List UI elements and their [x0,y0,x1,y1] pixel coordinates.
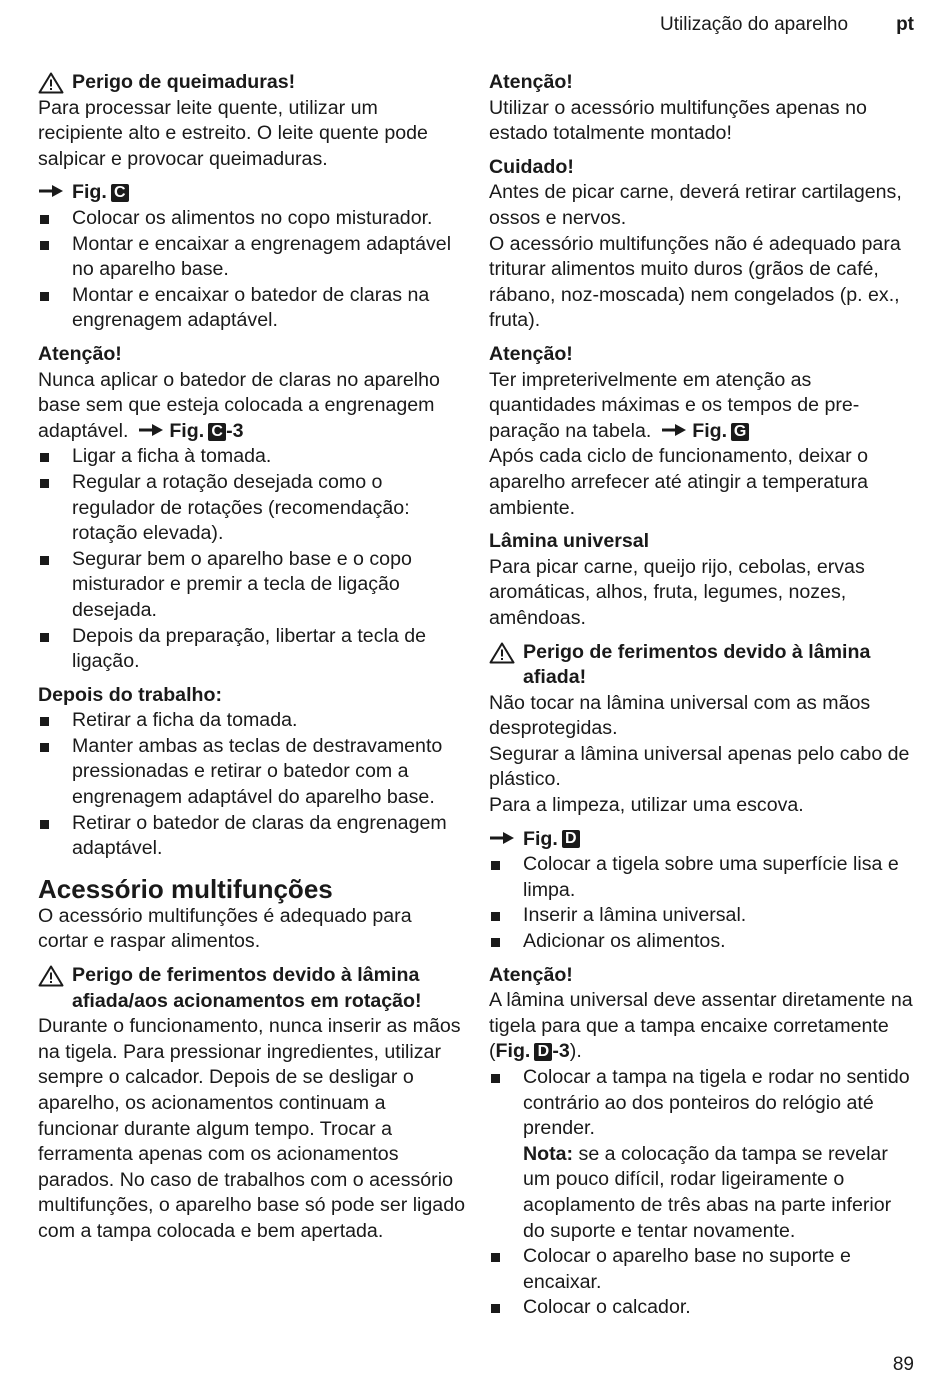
figure-letter-box: G [731,423,749,441]
figure-label: Fig. [692,419,728,442]
burn-warning-text: Para processar leite quente, utilizar um recipiente alto e estreito. O leite quente pode salpicar e provocar queimaduras. [38,96,428,170]
left-column [38,70,466,1245]
attention-text [489,368,917,445]
header-language: pt [896,14,914,35]
blade-text: Para picar carne, queijo rijo, cebolas, ervas aromáticas, alhos, fruta, legumes, nozes, amêndoas. [489,555,865,629]
attention-text-body: Nunca aplicar o batedor de claras no aparelho base sem que esteja colocada a engrenagem adaptável. [38,368,440,442]
blade-warning-text: Para a limpeza, utilizar uma escova. [489,794,804,817]
section-intro: O acessório multifunções é adequado para cortar e raspar alimentos. [38,904,412,953]
blade-warning-text: Segurar a lâmina universal apenas pelo cabo de plástico. [489,742,910,791]
injury-warning-text: Durante o funcionamento, nunca inserir as mãos na tigela. Para pressionar ingredientes, utilizar sempre o calcador. Depois de se desligar o aparelho, os acionamentos continuam a funcionar durante algum tempo. Trocar a ferramenta apenas com os acionamentos parados. No caso de trabalhos com o acessório multifunções, o aparelho base só pode ser ligado com a tampa colocada e bem apertada. [38,1015,465,1242]
list-item: Colocar os alimentos no copo misturador. [38,206,466,232]
attention-text-body: A lâmina universal deve assentar diretamente na tigela para que a tampa encaixe corretamente ( [489,989,913,1063]
list-item: Montar e encaixar o batedor de claras na engrenagem adaptável. [38,283,466,334]
list-item: Ligar a ficha à tomada. [38,444,466,470]
attention-heading: Atenção! [489,342,573,365]
attention-text-body: Ter impreterivelmente em atenção as quantidades máximas e os tempos de pre-paração na tabela. [489,368,860,442]
figure-letter-box: C [111,184,129,202]
arrow-right-icon [489,827,523,853]
closing-paren: ). [569,1040,582,1063]
figure-reference-c [38,180,466,206]
steps-list-2 [38,444,466,674]
list-item: Depois da preparação, libertar a tecla de ligação. [38,624,466,675]
arrow-right-icon [38,180,72,206]
list-item: Montar e encaixar a engrenagem adaptável no aparelho base. [38,232,466,283]
blade-heading: Lâmina universal [489,530,650,553]
list-item: Colocar o aparelho base no suporte e encaixar. [489,1244,917,1295]
after-work-heading: Depois do trabalho: [38,683,222,706]
note-text: se a colocação da tampa se revelar um pouco difícil, rodar ligeiramente o acoplamento de três abas na parte inferior do suporte e tentar novamente. [523,1142,892,1242]
attention-text [38,368,466,445]
injury-warning-heading [38,963,466,1014]
warning-triangle-icon [489,640,523,691]
steps-list-3 [38,708,466,862]
blade-warning-title: Perigo de ferimentos devido à lâmina afiada! [523,640,871,689]
burn-warning-title: Perigo de queimaduras! [72,71,296,93]
warning-triangle-icon [38,70,72,96]
caution-heading: Cuidado! [489,155,574,178]
arrow-right-icon [661,419,687,445]
section-title: Acessório multifunções [38,873,333,904]
caution-text: Antes de picar carne, deverá retirar cartilagens, ossos e nervos. [489,181,902,229]
injury-warning-title: Perigo de ferimentos devido à lâmina afiada/aos acionamentos em rotação! [72,964,422,1012]
list-item: Adicionar os alimentos. [489,929,917,955]
figure-letter-box: C [208,423,226,441]
list-item: Colocar a tigela sobre uma superfície lisa e limpa. [489,852,917,903]
figure-label: Fig. [72,181,107,204]
blade-warning-text: Não tocar na lâmina universal com as mãos desprotegidas. [489,691,871,740]
blade-warning-heading [489,640,917,691]
attention-heading: Atenção! [38,342,122,365]
figure-label: Fig. [523,827,558,850]
page-number: 89 [892,1354,914,1375]
burn-warning-heading [38,70,466,96]
figure-suffix: -3 [552,1040,570,1063]
attention-heading: Atenção! [489,963,573,986]
cooldown-text: Após cada ciclo de funcionamento, deixar o aparelho arrefecer até atingir a temperatura ambiente. [489,445,869,519]
caution-text: O acessório multifunções não é adequado para triturar alimentos muito duros (grãos de café, rábano, noz-moscada) nem congelados (p. ex., fruta). [489,232,901,332]
figure-letter-box: D [562,830,580,848]
list-item [489,1065,917,1244]
list-item: Retirar o batedor de claras da engrenagem adaptável. [38,811,466,862]
arrow-right-icon [138,419,164,445]
list-item: Regular a rotação desejada como o regulador de rotações (recomendação: rotação elevada). [38,470,466,547]
figure-label: Fig. [169,419,205,442]
list-item: Segurar bem o aparelho base e o copo misturador e premir a tecla de ligação desejada. [38,547,466,624]
note-label: Nota: [523,1142,574,1165]
right-column [489,70,917,1321]
figure-suffix: -3 [226,419,244,442]
attention-heading: Atenção! [489,71,573,93]
list-item: Colocar o calcador. [489,1295,917,1321]
figure-letter-box: D [534,1043,552,1061]
figure-reference-d [489,827,917,853]
header-section-title: Utilização do aparelho [660,14,849,35]
list-item-text: Colocar a tampa na tigela e rodar no sentido contrário ao dos ponteiros do relógio até prender. [523,1066,910,1140]
steps-list-5 [489,1065,917,1321]
attention-text: Utilizar o acessório multifunções apenas no estado totalmente montado! [489,96,867,145]
list-item: Retirar a ficha da tomada. [38,708,466,734]
warning-triangle-icon [38,963,72,1014]
running-header [660,14,914,36]
list-item: Inserir a lâmina universal. [489,903,917,929]
list-item: Manter ambas as teclas de destravamento pressionadas e retirar o batedor com a engrenagem adaptável do aparelho base. [38,734,466,811]
attention-text [489,988,917,1065]
steps-list-1 [38,206,466,334]
steps-list-4 [489,852,917,954]
figure-label: Fig. [495,1040,531,1063]
